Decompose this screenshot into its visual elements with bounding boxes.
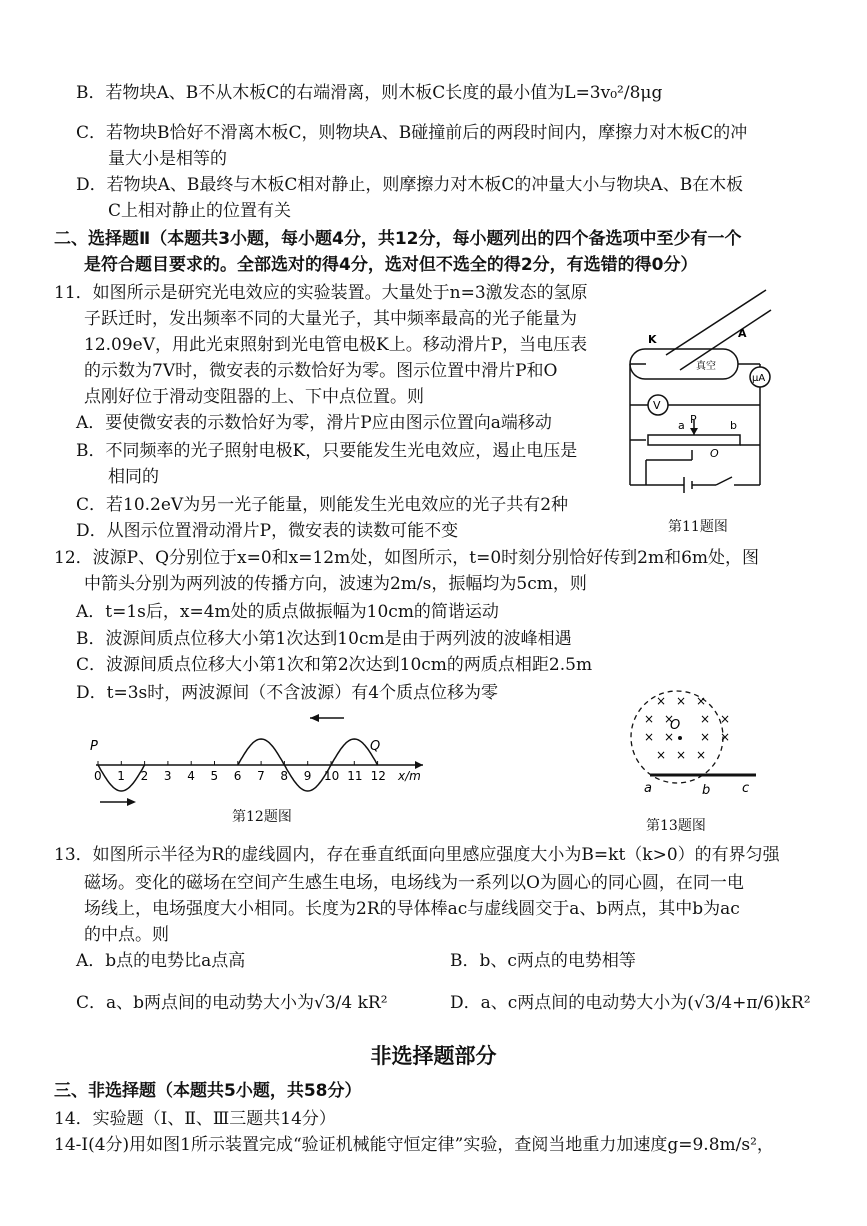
q13-stem-line3: 场线上，电场强度大小相同。长度为2R的导体棒ac与虚线圆交于a、b两点，其中b为ac — [84, 899, 740, 919]
q12-option-b: B．波源间质点位移大小第1次达到10cm是由于两列波的波峰相遇 — [76, 629, 572, 649]
section3-title: 三、非选择题（本题共5小题，共58分） — [54, 1081, 362, 1101]
q12-axis-tick-label: 6 — [233, 769, 242, 783]
q12-axis-tick-label: 2 — [140, 769, 149, 783]
q12-option-c: C．波源间质点位移大小第1次和第2次达到10cm的两质点相距2.5m — [76, 655, 593, 675]
q12-arrow-right-head — [127, 798, 136, 806]
q12-axis-tick-label: 9 — [303, 769, 312, 783]
q11-option-c: C．若10.2eV为另一光子能量，则能发生光电效应的光子共有2种 — [76, 495, 569, 515]
q13-label-o: O — [670, 718, 681, 733]
q13-field-cross: × — [656, 748, 667, 762]
q11-voltmeter-label: V — [653, 399, 661, 412]
q11-phototube — [630, 349, 738, 379]
q13-option-c: C．a、b两点间的电动势大小为√3/4 kR² — [76, 993, 388, 1013]
q11-label-a-end: a — [678, 419, 685, 432]
q14-heading: 14．实验题（Ⅰ、Ⅱ、Ⅲ三题共14分） — [54, 1109, 336, 1129]
q12-option-a: A．t=1s后，x=4m处的质点做振幅为10cm的简谐运动 — [76, 602, 499, 622]
section2-heading-line1: 二、选择题Ⅱ（本题共3小题，每小题4分，共12分，每小题列出的四个备选项中至少有一个 — [54, 229, 742, 249]
q13-field-cross: × — [676, 748, 687, 762]
q11-stem-line1: 11．如图所示是研究光电效应的实验装置。大量处于n=3激发态的氢原 — [54, 283, 588, 303]
q12-axis-tick-label: 5 — [210, 769, 219, 783]
q11-stem-line5: 点刚好位于滑动变阻器的上、下中点位置。则 — [84, 387, 424, 407]
q14-part1: 14-Ⅰ(4分)用如图1所示装置完成“验证机械能守恒定律”实验，查阅当地重力加速度g=9.8m/s²， — [54, 1135, 774, 1155]
q11-label-p: P — [690, 413, 697, 426]
q11-rheostat — [648, 435, 740, 445]
q12-stem-line1: 12．波源P、Q分别位于x=0和x=12m处，如图所示，t=0时刻分别恰好传到2m和6m处，图 — [54, 548, 760, 568]
q13-label-b: b — [702, 783, 711, 798]
q10-option-c-line2: 量大小是相等的 — [108, 149, 227, 169]
q12-label-p: P — [90, 739, 98, 754]
q12-axis-tick-label: 12 — [370, 769, 386, 783]
q13-stem-line1: 13．如图所示半径为R的虚线圆内，存在垂直纸面向里感应强度大小为B=kt（k>0）的有界匀强 — [54, 845, 780, 865]
q11-option-d: D．从图示位置滑动滑片P，微安表的读数可能不变 — [76, 521, 459, 541]
q10-option-b: B．若物块A、B不从木板C的右端滑离，则木板C长度的最小值为L=3v₀²/8μg — [76, 83, 663, 103]
q11-label-k: K — [648, 333, 657, 346]
q11-option-a: A．要使微安表的示数恰好为零，滑片P应由图示位置向a端移动 — [76, 413, 552, 433]
q12-axis-tick-label: 11 — [347, 769, 363, 783]
q13-field-cross: × — [720, 730, 731, 744]
q10-option-d-line1: D．若物块A、B最终与木板C相对静止，则摩擦力对木板C的冲量大小与物块A、B在木板 — [76, 175, 744, 195]
q13-figure — [624, 695, 764, 800]
q11-stem-line2: 子跃迁时，发出频率不同的大量光子，其中频率最高的光子能量为 — [84, 309, 577, 329]
q11-figure — [626, 285, 791, 500]
q11-label-a-electrode: A — [738, 327, 747, 340]
q11-option-b-line2: 相同的 — [108, 467, 159, 487]
q12-axis-tick-label: 8 — [280, 769, 289, 783]
q13-field-cross: × — [664, 712, 675, 726]
q11-tube-label: 真空 — [696, 361, 716, 372]
q13-field-cross: × — [700, 730, 711, 744]
q11-label-o: O — [710, 447, 719, 460]
q13-option-a: A．b点的电势比a点高 — [76, 951, 246, 971]
q12-axis-tick-label: 1 — [117, 769, 125, 783]
q13-center-dot — [678, 736, 682, 740]
q13-stem-line2: 磁场。变化的磁场在空间产生感生电场，电场线为一系列以O为圆心的同心圆，在同一电 — [84, 873, 744, 893]
part2-title: 非选择题部分 — [370, 1044, 497, 1068]
q13-field-cross: × — [664, 730, 675, 744]
q12-axis-unit: x/m — [398, 769, 421, 783]
q12-option-d: D．t=3s时，两波源间（不含波源）有4个质点位移为零 — [76, 683, 499, 703]
q12-axis-tick-label: 3 — [163, 769, 172, 783]
q13-option-d: D．a、c两点间的电动势大小为(√3/4+π/6)kR² — [450, 993, 811, 1013]
q12-arrow-left-head — [310, 714, 319, 722]
q13-option-b: B．b、c两点的电势相等 — [450, 951, 636, 971]
q13-label-c: c — [742, 781, 750, 796]
q11-option-b-line1: B．不同频率的光子照射电极K，只要能发生光电效应，遏止电压是 — [76, 441, 578, 461]
q12-caption: 第12题图 — [232, 809, 292, 825]
q11-stem-line3: 12.09eV，用此光束照射到光电管电极K上。移动滑片P，当电压表 — [84, 335, 588, 355]
q13-field-cross: × — [720, 712, 731, 726]
q12-figure — [88, 710, 428, 810]
q11-microammeter-label: μA — [752, 373, 766, 384]
q12-label-q: Q — [370, 739, 381, 754]
q13-field-cross: × — [696, 748, 707, 762]
q13-field-cross: × — [656, 694, 667, 708]
q13-field-cross: × — [644, 730, 655, 744]
q10-option-d-line2: C上相对静止的位置有关 — [108, 201, 292, 221]
q12-axis-tick-label: 10 — [324, 769, 340, 783]
q12-axis-tick-label: 7 — [257, 769, 265, 783]
q13-label-a: a — [644, 781, 652, 796]
q12-axis-tick-label: 0 — [94, 769, 102, 783]
section2-heading-line2: 是符合题目要求的。全部选对的得4分，选对但不选全的得2分，有选错的得0分） — [84, 255, 698, 275]
q11-caption: 第11题图 — [668, 519, 728, 535]
q13-caption: 第13题图 — [646, 818, 706, 834]
q13-field-cross: × — [644, 712, 655, 726]
q10-option-c-line1: C．若物块B恰好不滑离木板C，则物块A、B碰撞前后的两段时间内，摩擦力对木板C的冲 — [76, 123, 748, 143]
q13-field-cross: × — [700, 712, 711, 726]
q12-axis-tick-label: 4 — [187, 769, 195, 783]
q11-label-b-end: b — [730, 419, 737, 432]
q13-field-cross: × — [696, 694, 707, 708]
q11-stem-line4: 的示数为7V时，微安表的示数恰好为零。图示位置中滑片P和O — [84, 361, 558, 381]
q13-field-cross: × — [676, 694, 687, 708]
q13-stem-line4: 的中点。则 — [84, 925, 169, 945]
q12-stem-line2: 中箭头分别为两列波的传播方向，波速为2m/s，振幅均为5cm，则 — [84, 574, 587, 594]
